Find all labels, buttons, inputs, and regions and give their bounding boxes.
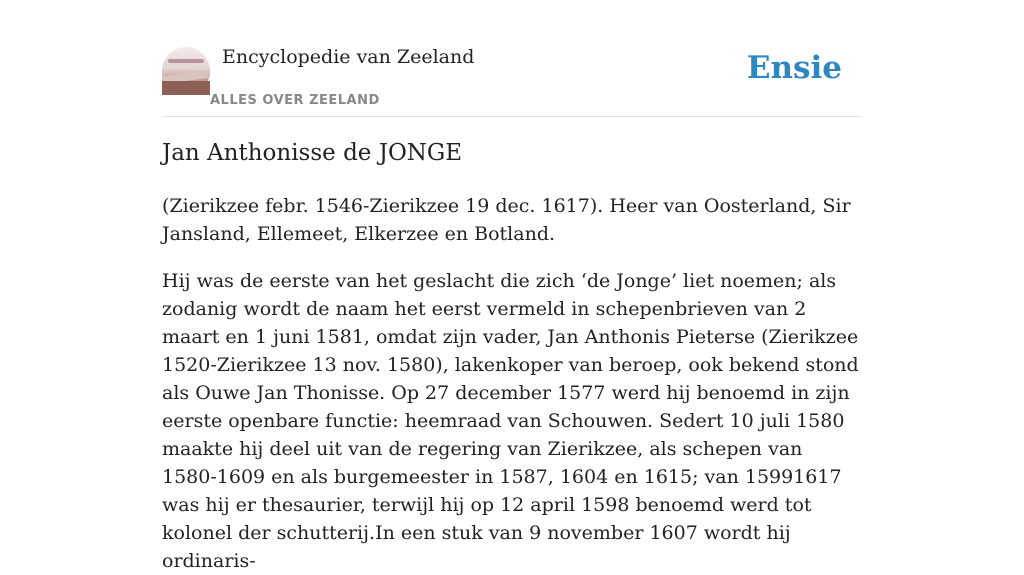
article-paragraph: Hij was de eerste van het geslacht die zich ‘de Jonge’ liet noemen; als zodanig wordt de naam het eerst vermeld in schepenbrieven van 2 maart en 1 juni 1581, omdat zijn vader, Jan Anthonis Pieterse (Zierikzee 1520-Zierikzee 13 nov. 1580), lakenkoper van beroep, ook bekend stond als Ouwe Jan Thonisse. Op 27 december 1577 werd hij benoemd in zijn eerste openbare functie: heemraad van Schouwen. Sedert 10 juli 1580 maakte hij deel uit van de regering van Zierikzee, als schepen van 1580-1609 en als burgemeester in 1587, 1604 en 1615; van 15991617 was hij er thesaurier, terwijl hij op 12 april 1598 benoemd werd tot kolonel der schutterij.In een stuk van 9 november 1607 wordt hij ordinaris- — [162, 270, 859, 572]
avatar-detail — [162, 81, 210, 95]
article-paragraph: (Zierikzee febr. 1546-Zierikzee 19 dec. 1617). Heer van Oosterland, Sir Jansland, Ellemeet, Elkerzee en Botland. — [162, 195, 851, 245]
site-avatar[interactable] — [162, 47, 210, 95]
site-tagline: ALLES OVER ZEELAND — [210, 93, 380, 108]
site-header — [162, 0, 862, 117]
page — [162, 0, 862, 572]
avatar-detail — [168, 59, 204, 63]
ensie-logo-link[interactable]: Ensie — [746, 50, 842, 86]
site-title[interactable]: Encyclopedie van Zeeland — [222, 46, 475, 68]
article-title: Jan Anthonisse de JONGE — [162, 140, 463, 166]
